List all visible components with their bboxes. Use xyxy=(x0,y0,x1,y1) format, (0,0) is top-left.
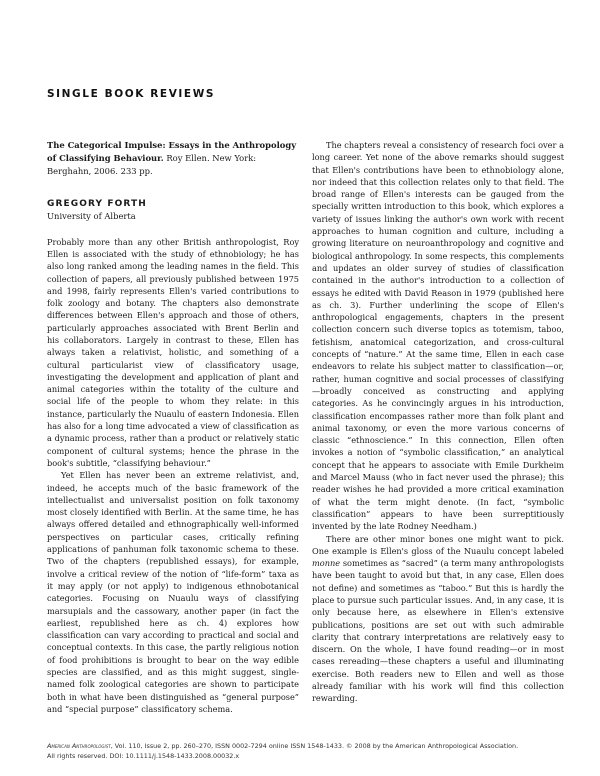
book-citation xyxy=(47,139,299,179)
book-title: The Categorical Impulse: Essays in the Anthropology of Classifying Behaviour. xyxy=(47,140,297,164)
body-paragraph xyxy=(312,533,564,705)
right-column xyxy=(312,139,564,705)
book-details: Roy Ellen. New York: Berghahn, 2006. 233 pp. xyxy=(47,153,257,177)
paragraph-text: sometimes as “sacred” (a term many anthropologists have been taught to avoid but that, in any case, Ellen does not define) and sometimes as “taboo.” But this is hardly the place to pursue such particular issues. And, in any case, it is only because here, as elsewhere in Ellen's extensive publications, positions are set out with such admirable clarity that contrary interpretations are relatively easy to discern. On the whole, I have found reading—or in most cases rereading—these chapters a useful and illuminating exercise. Both readers new to Ellen and well as those already familiar with his work will find this collection rewarding. xyxy=(312,558,564,704)
footer-line xyxy=(47,741,567,751)
footer-citation: , Vol. 110, Issue 2, pp. 260–270, ISSN 0002-7294 online ISSN 1548-1433. © 2008 by the American Anthropological Association. xyxy=(110,742,519,750)
journal-name: American Anthropologist xyxy=(47,742,111,750)
paragraph-text: There are other minor bones one might want to pick. One example is Ellen's gloss of the Nuaulu concept labeled xyxy=(312,533,564,556)
italic-term: monne xyxy=(312,558,341,569)
body-paragraph: Probably more than any other British anthropologist, Roy Ellen is associated with the study of ethnobiology; he has also long ranked among the leading names in the field. This collection of papers, all previously published between 1975 and 1998, fairly represents Ellen's varied contributions to folk zoology and botany. The chapters also demonstrate differences between Ellen's approach and those of others, particularly approaches associated with Brent Berlin and his collaborators. Largely in contrast to these, Ellen has always taken a relativist, holistic, and something of a cultural particularist view of classificatory usage, investigating the development and application of plant and animal categories within the totality of the culture and social life of the people to whom they relate: in this instance, particularly the Nuaulu of eastern Indonesia. Ellen has also for a long time advocated a view of classification as a dynamic process, rather than a product or relatively static component of cultural systems; hence the phrase in the book's subtitle, “classifying behaviour.” xyxy=(47,236,299,468)
left-column xyxy=(47,139,299,715)
section-heading: SINGLE BOOK REVIEWS xyxy=(47,88,216,100)
page-footer xyxy=(47,741,567,761)
reviewer-name: GREGORY FORTH xyxy=(47,198,147,209)
body-paragraph: Yet Ellen has never been an extreme relativist, and, indeed, he accepts much of the basic framework of the intellectualist and universalist position on folk taxonomy most closely identified with Berlin. At the same time, he has always offered detailed and ethnographically well-informed perspectives on particular cases, critically refining applications of panhuman folk taxonomic schema to these. Two of the chapters (republished essays), for example, involve a critical review of the notion of “life-form” taxa as it may apply (or not apply) to indigenous ethnobotanical categories. Focusing on Nuaulu ways of classifying marsupials and the cassowary, another paper (in fact the earliest, republished here as ch. 4) explores how classification can vary according to practical and social and conceptual contexts. In this case, the partly religious notion of food prohibitions is brought to bear on the way edible species are classified, and as this might suggest, single-named folk zoological categories are shown to participate both in what have been distinguished as “general purpose” and “special purpose” classificatory schema. xyxy=(47,470,299,714)
body-paragraph: The chapters reveal a consistency of research foci over a long career. Yet none of the above remarks should suggest that Ellen's contributions have been to ethnobiology alone, nor indeed that this collection relates only to that field. The broad range of Ellen's interests can be gauged from the specially written introduction to this book, which explores a variety of issues linking the author's own work with recent approaches to human cognition and culture, including a growing literature on neuroanthropology and cognitive and biological anthropology. In some respects, this complements and updates an older survey of studies of classification contained in the author's introduction to a collection of essays he edited with David Reason in 1979 (published here as ch. 3). Further underlining the scope of Ellen's anthropological engagements, chapters in the present collection concern such diverse topics as totemism, taboo, fetishism, anatomical categorization, and cross-cultural concepts of “nature.” At the same time, Ellen in each case endeavors to relate his subject matter to classification—or, rather, human cognitive and social processes of classifying—broadly conceived as constructing and applying categories. As he convincingly argues in his introduction, classification encompasses rather more than folk plant and animal taxonomy, or even the more various concerns of classic “ethnoscience.” In this connection, Ellen often invokes a notion of “symbolic classification,” an analytical concept that he appears to associate with Emile Durkheim and Marcel Mauss (who in fact never used the phrase); this reader wishes he had provided a more critical examination of what the term might denote. (In fact, “symbolic classification” appears to have been surreptitiously invented by the late Rodney Needham.) xyxy=(312,140,564,532)
footer-rights: All rights reserved. DOI: 10.1111/j.1548-1433.2008.00032.x xyxy=(47,752,240,760)
reviewer-affiliation: University of Alberta xyxy=(47,210,136,221)
